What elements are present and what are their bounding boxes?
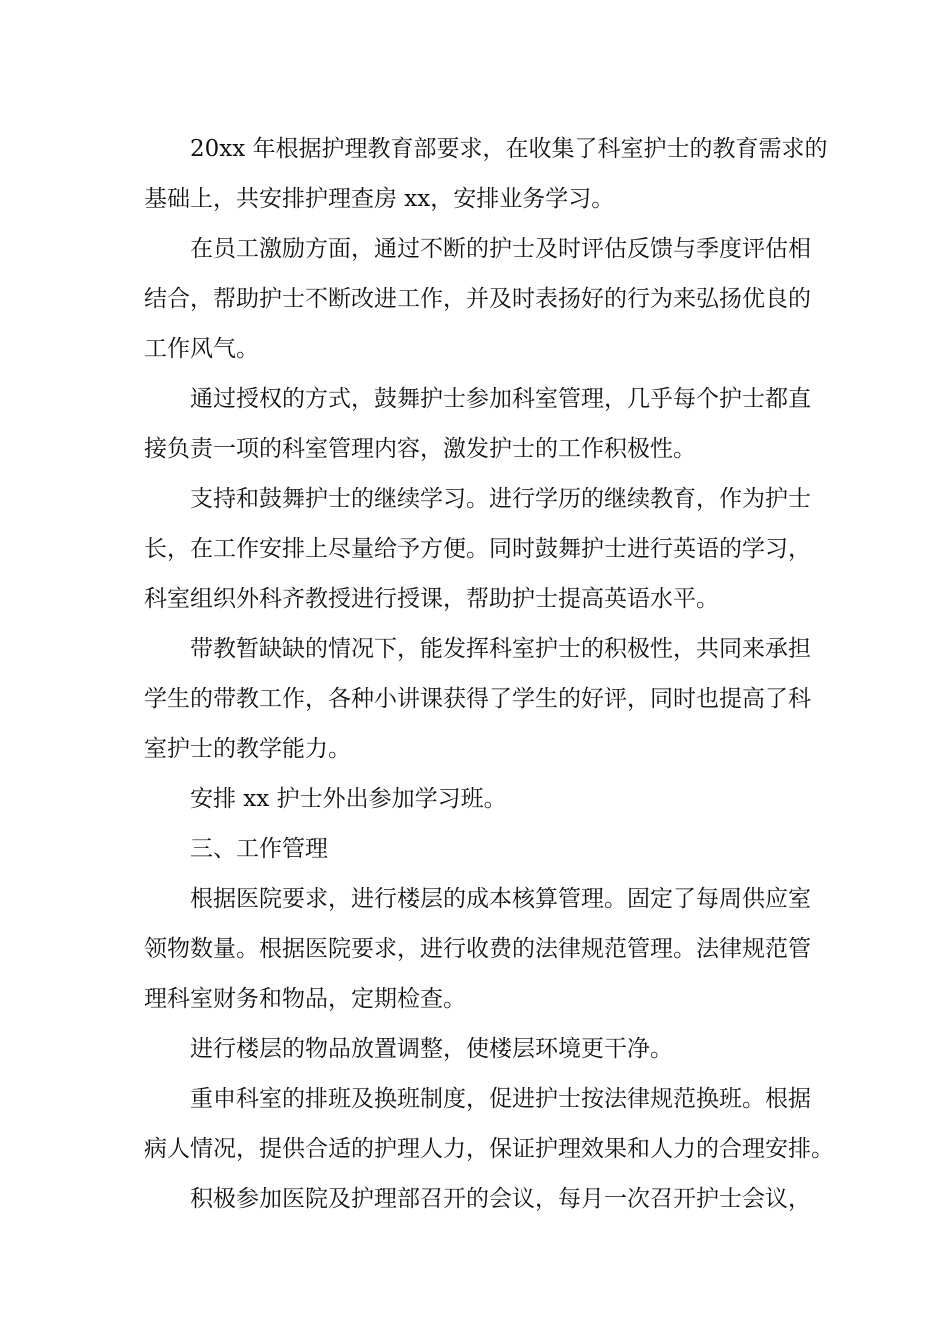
text-line: 工作风气。: [144, 336, 259, 362]
text-line: 长，在工作安排上尽量给予方便。同时鼓舞护士进行英语的学习，: [144, 536, 811, 562]
section-heading: 三、工作管理: [190, 836, 328, 862]
text-line: 结合，帮助护士不断改进工作，并及时表扬好的行为来弘扬优良的: [144, 286, 811, 312]
paragraph-teaching: [144, 624, 811, 774]
paragraph-training-class: [144, 774, 806, 824]
text-line: 理科室财务和物品，定期检查。: [144, 986, 466, 1012]
text-line: 积极参加医院及护理部召开的会议，每月一次召开护士会议，: [190, 1186, 811, 1212]
paragraph-education-plan: [144, 124, 828, 224]
text-line: 室护士的教学能力。: [144, 736, 351, 762]
text-line: 支持和鼓舞护士的继续学习。进行学历的继续教育，作为护士: [190, 486, 811, 512]
text-line: 重申科室的排班及换班制度，促进护士按法律规范换班。根据: [190, 1086, 811, 1112]
paragraph-cost-accounting: [144, 874, 811, 1024]
section-heading-work-management: [144, 824, 806, 874]
text-line: 基础上，共安排护理查房 xx，安排业务学习。: [144, 186, 615, 212]
paragraph-authorization: [144, 374, 811, 474]
text-line: 学生的带教工作，各种小讲课获得了学生的好评，同时也提高了科: [144, 686, 811, 712]
paragraph-scheduling: [144, 1074, 834, 1174]
text-line: 带教暂缺缺的情况下，能发挥科室护士的积极性，共同来承担: [190, 636, 811, 662]
text-line: 病人情况，提供合适的护理人力，保证护理效果和人力的合理安排。: [144, 1136, 834, 1162]
paragraph-meetings: [144, 1174, 811, 1224]
text-line: 进行楼层的物品放置调整，使楼层环境更干净。: [190, 1036, 673, 1062]
text-line: 安排 xx 护士外出参加学习班。: [190, 786, 507, 812]
text-line: 通过授权的方式，鼓舞护士参加科室管理，几乎每个护士都直: [190, 386, 811, 412]
text-line: 科室组织外科齐教授进行授课，帮助护士提高英语水平。: [144, 586, 719, 612]
paragraph-staff-incentive: [144, 224, 811, 374]
text-line: 接负责一项的科室管理内容，激发护士的工作积极性。: [144, 436, 696, 462]
text-line: 领物数量。根据医院要求，进行收费的法律规范管理。法律规范管: [144, 936, 811, 962]
paragraph-floor-arrangement: [144, 1024, 806, 1074]
text-line: 在员工激励方面，通过不断的护士及时评估反馈与季度评估相: [190, 236, 811, 262]
text-line: 根据医院要求，进行楼层的成本核算管理。固定了每周供应室: [190, 886, 811, 912]
text-line: 20xx 年根据护理教育部要求，在收集了科室护士的教育需求的: [190, 136, 828, 162]
paragraph-continuing-education: [144, 474, 811, 624]
